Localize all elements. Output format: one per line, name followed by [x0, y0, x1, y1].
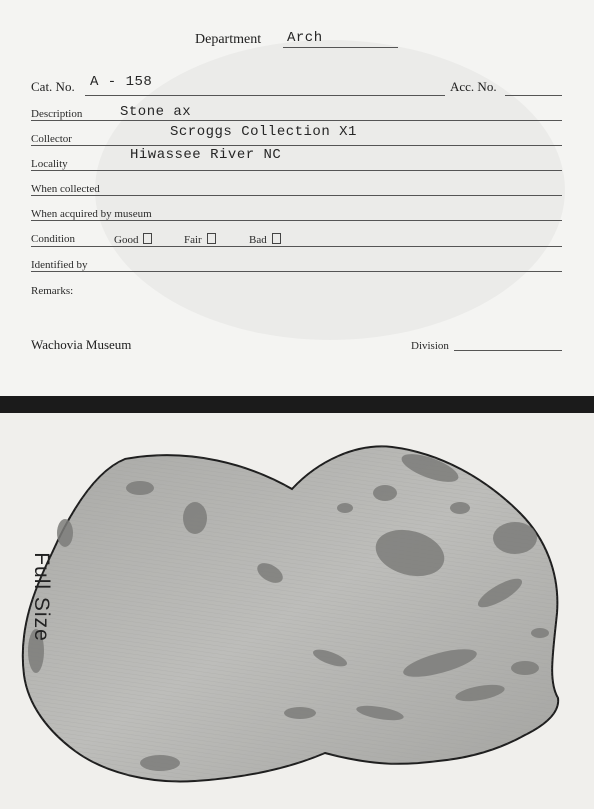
museum-name: Wachovia Museum	[31, 337, 132, 352]
description-label: Description	[31, 108, 83, 120]
remarks-label: Remarks:	[31, 285, 74, 297]
condition-bad	[249, 233, 281, 246]
acc-no-rule	[505, 95, 562, 96]
card-divider	[0, 396, 594, 413]
description-rule	[31, 120, 562, 121]
catalog-card-front	[0, 0, 594, 396]
cat-no-value: A - 158	[90, 74, 153, 90]
acc-no-label: Acc. No.	[450, 79, 497, 94]
locality-value: Hiwassee River NC	[130, 147, 282, 163]
full-size-label: Full Size	[30, 552, 53, 642]
condition-rule	[31, 246, 562, 247]
condition-fair-checkbox	[207, 233, 216, 244]
when-collected-rule	[31, 195, 562, 196]
catalog-card-back	[0, 413, 594, 809]
description-value: Stone ax	[120, 104, 192, 120]
when-collected-label: When collected	[31, 183, 100, 195]
condition-label: Condition	[31, 233, 76, 245]
stone-ax-drawing-icon	[0, 413, 594, 809]
condition-fair	[184, 233, 216, 246]
when-acquired-rule	[31, 220, 562, 221]
collector-value: Scroggs Collection X1	[170, 124, 357, 140]
condition-good-label: Good	[114, 234, 139, 246]
cat-no-rule	[85, 95, 445, 96]
condition-bad-checkbox	[272, 233, 281, 244]
identified-by-rule	[31, 271, 562, 272]
condition-good	[114, 233, 152, 246]
division-label: Division	[411, 340, 449, 352]
cat-no-label: Cat. No.	[31, 79, 75, 94]
condition-fair-label: Fair	[184, 234, 202, 246]
collector-label: Collector	[31, 133, 72, 145]
condition-bad-label: Bad	[249, 234, 267, 246]
when-acquired-label: When acquired by museum	[31, 208, 152, 220]
identified-by-label: Identified by	[31, 259, 88, 271]
collector-rule	[31, 145, 562, 146]
department-label: Department	[195, 32, 262, 47]
division-rule	[454, 350, 562, 351]
condition-good-checkbox	[143, 233, 152, 244]
locality-rule	[31, 170, 562, 171]
department-rule	[283, 47, 398, 48]
locality-label: Locality	[31, 158, 68, 170]
department-value: Arch	[287, 30, 323, 46]
